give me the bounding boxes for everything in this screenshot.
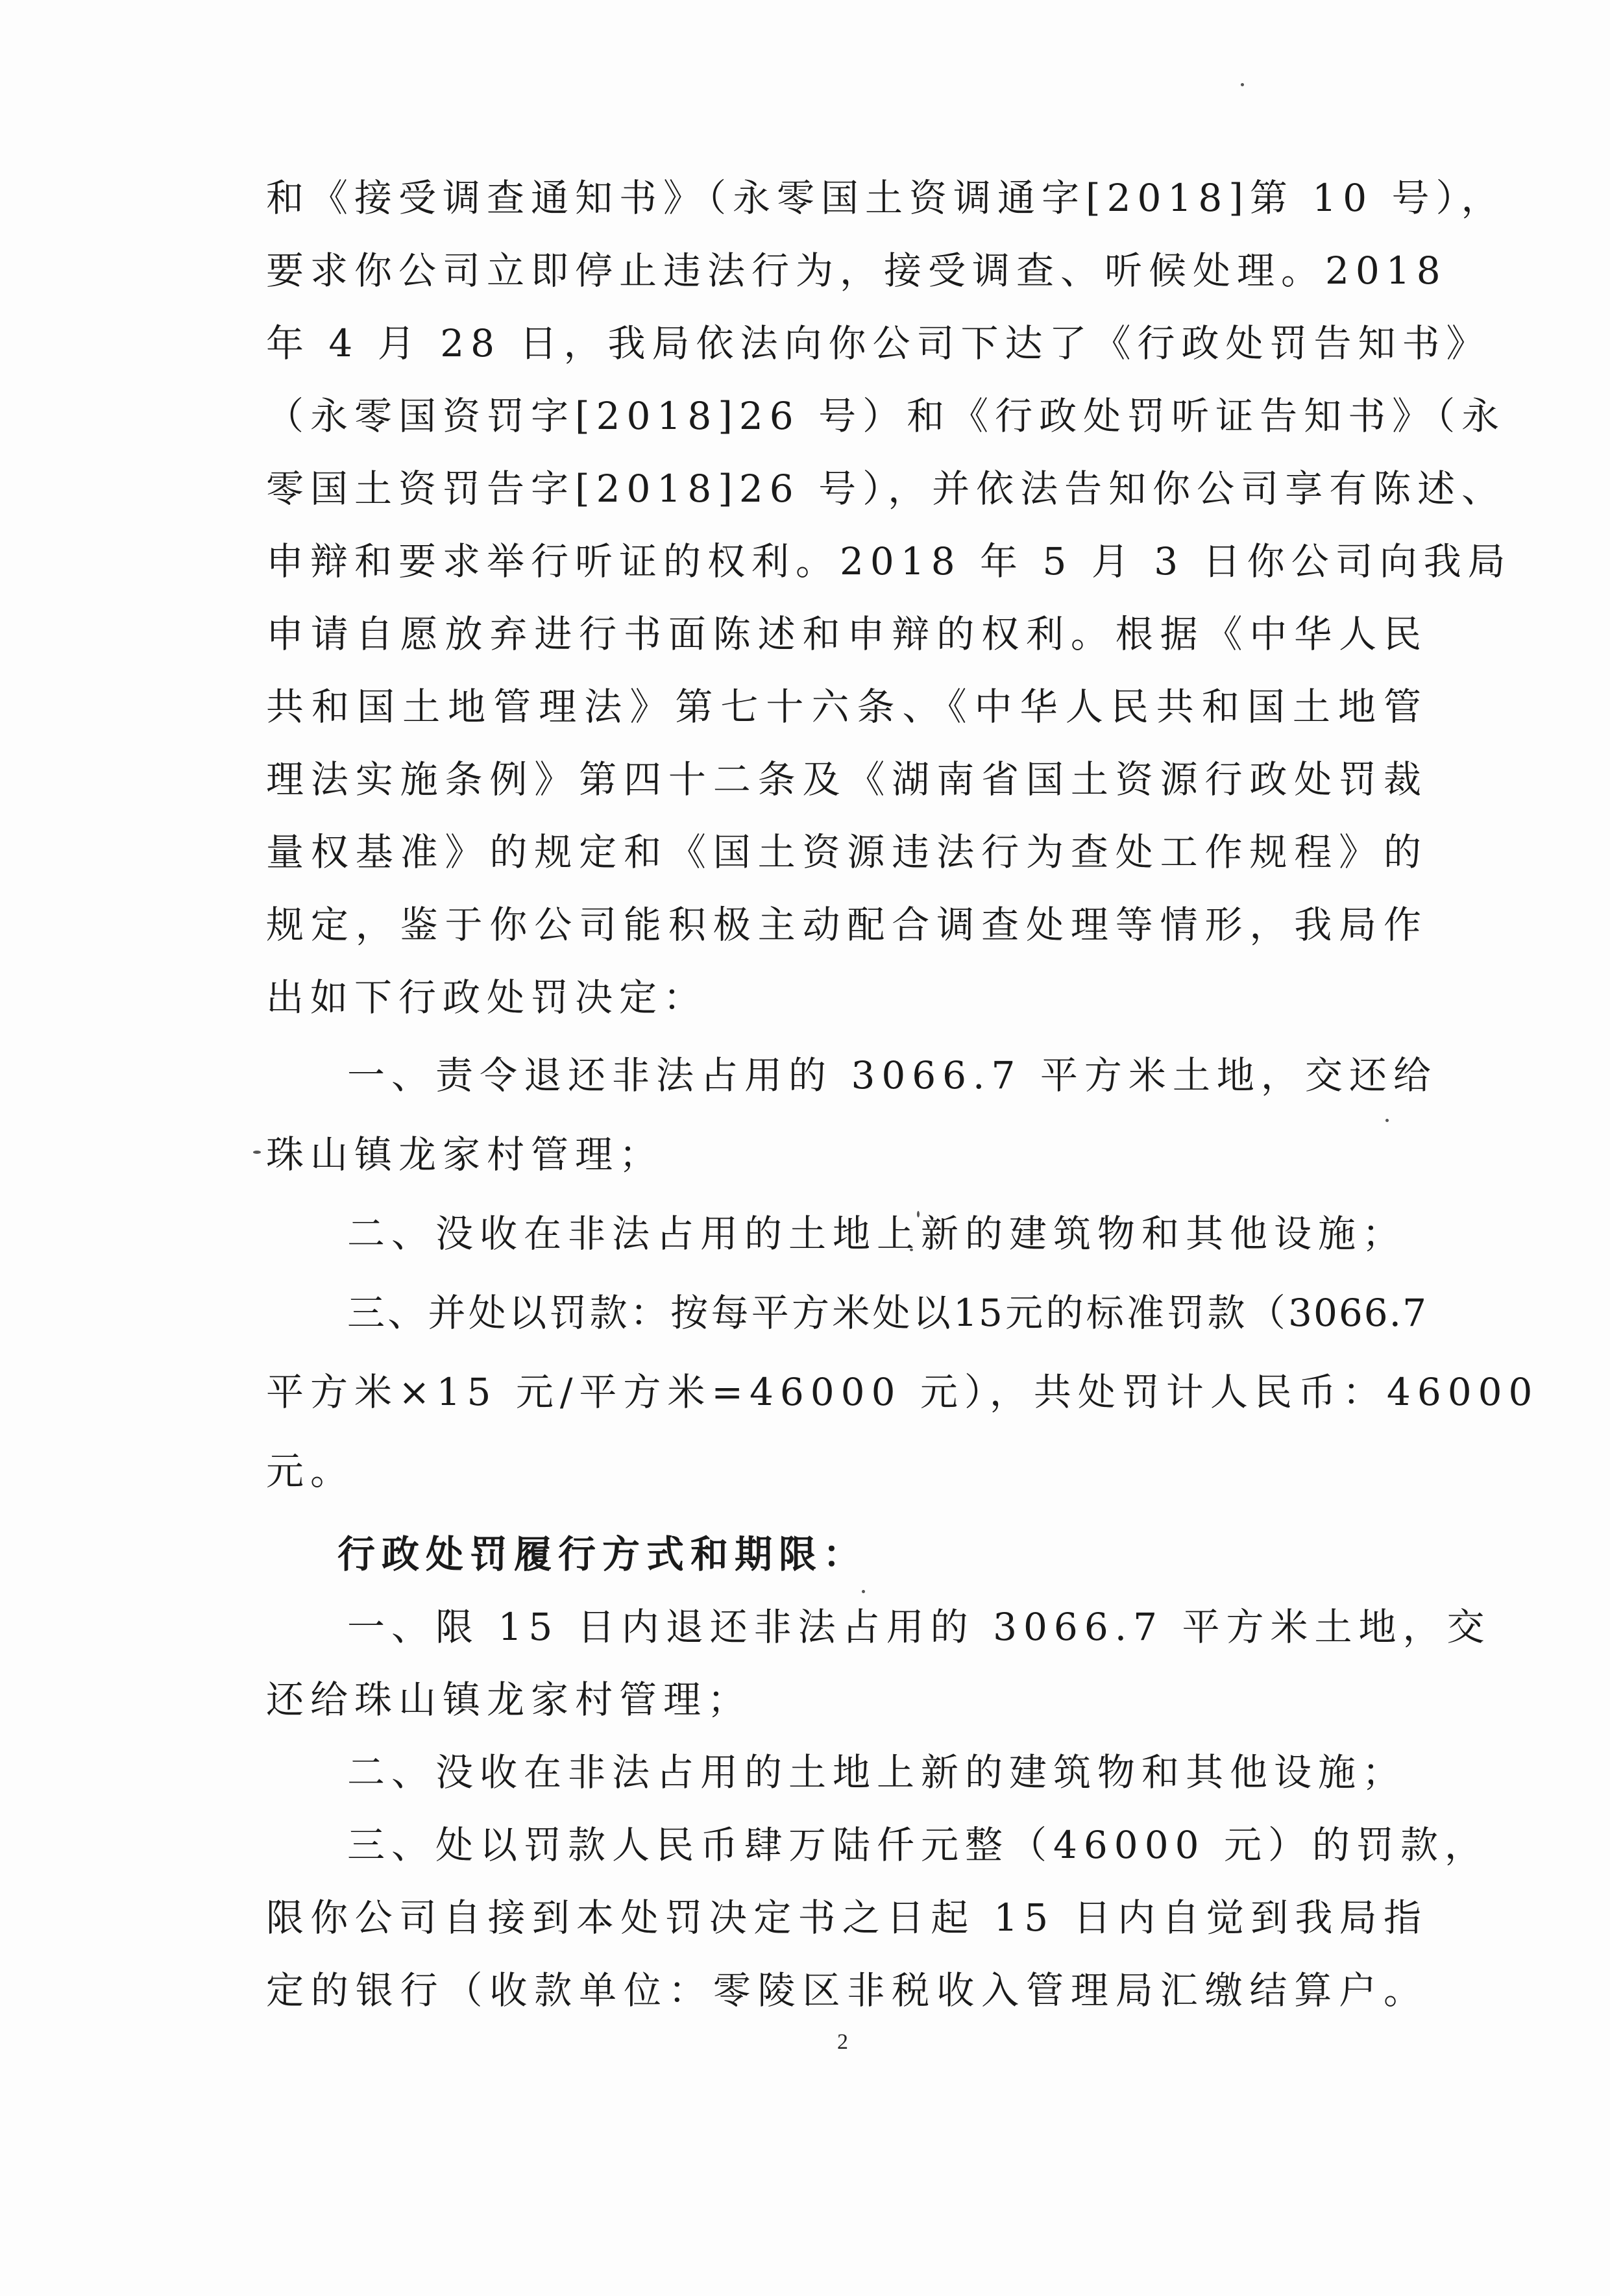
scan-speck: [1385, 1119, 1389, 1122]
text-line: 申辩和要求举行听证的权利。2018 年 5 月 3 日你公司向我局: [266, 539, 1512, 583]
text-line: 元。: [266, 1449, 355, 1493]
scan-speck: [862, 1590, 865, 1593]
text-line: （永零国资罚字[2018]26 号）和《行政处罚听证告知书》（永: [266, 394, 1506, 438]
text-line: 共和国土地管理法》第七十六条、《中华人民共和国土地管: [266, 685, 1428, 729]
text-line: 理法实施条例》第四十二条及《湖南省国土资源行政处罚裁: [266, 757, 1428, 801]
page-number: 2: [837, 2030, 848, 2054]
text-line: 和《接受调查通知书》（永零国土资调通字[2018]第 10 号），: [266, 176, 1506, 220]
scan-speck: [1241, 83, 1244, 86]
decision-item-2: 二、没收在非法占用的土地上新的建筑物和其他设施；: [347, 1212, 1407, 1256]
text-line: 出如下行政处罚决定：: [266, 975, 708, 1020]
text-line: 规定，鉴于你公司能积极主动配合调查处理等情形，我局作: [266, 903, 1428, 947]
text-line: 定的银行（收款单位：零陵区非税收入管理局汇缴结算户。: [266, 1968, 1428, 2012]
term-item-3: 三、处以罚款人民币肆万陆仟元整（46000 元）的罚款，: [347, 1823, 1489, 1867]
text-line: 零国土资罚告字[2018]26 号），并依法告知你公司享有陈述、: [266, 467, 1506, 511]
text-line: 年 4 月 28 日，我局依法向你公司下达了《行政处罚告知书》: [266, 321, 1491, 365]
text-line: 要求你公司立即停止违法行为，接受调查、听候处理。2018: [266, 249, 1447, 293]
text-line: 申请自愿放弃进行书面陈述和申辩的权利。根据《中华人民: [266, 612, 1428, 656]
scan-speck: [253, 1151, 261, 1154]
term-item-2: 二、没收在非法占用的土地上新的建筑物和其他设施；: [347, 1750, 1407, 1794]
term-item-1: 一、限 15 日内退还非法占用的 3066.7 平方米土地，交: [347, 1605, 1491, 1649]
decision-item-1: 一、责令退还非法占用的 3066.7 平方米土地，交还给: [347, 1053, 1437, 1097]
decision-item-3: 三、并处以罚款：按每平方米处以15元的标准罚款（3066.7: [347, 1291, 1428, 1335]
text-line: 还给珠山镇龙家村管理；: [266, 1678, 752, 1722]
text-line: 平方米×15 元/平方米=46000 元），共处罚计人民币：46000: [266, 1370, 1539, 1414]
text-line: 量权基准》的规定和《国土资源违法行为查处工作规程》的: [266, 830, 1428, 874]
section-heading: 行政处罚履行方式和期限：: [337, 1532, 868, 1576]
text-line: 珠山镇龙家村管理；: [266, 1132, 664, 1177]
text-line: 限你公司自接到本处罚决定书之日起 15 日内自觉到我局指: [266, 1896, 1428, 1940]
